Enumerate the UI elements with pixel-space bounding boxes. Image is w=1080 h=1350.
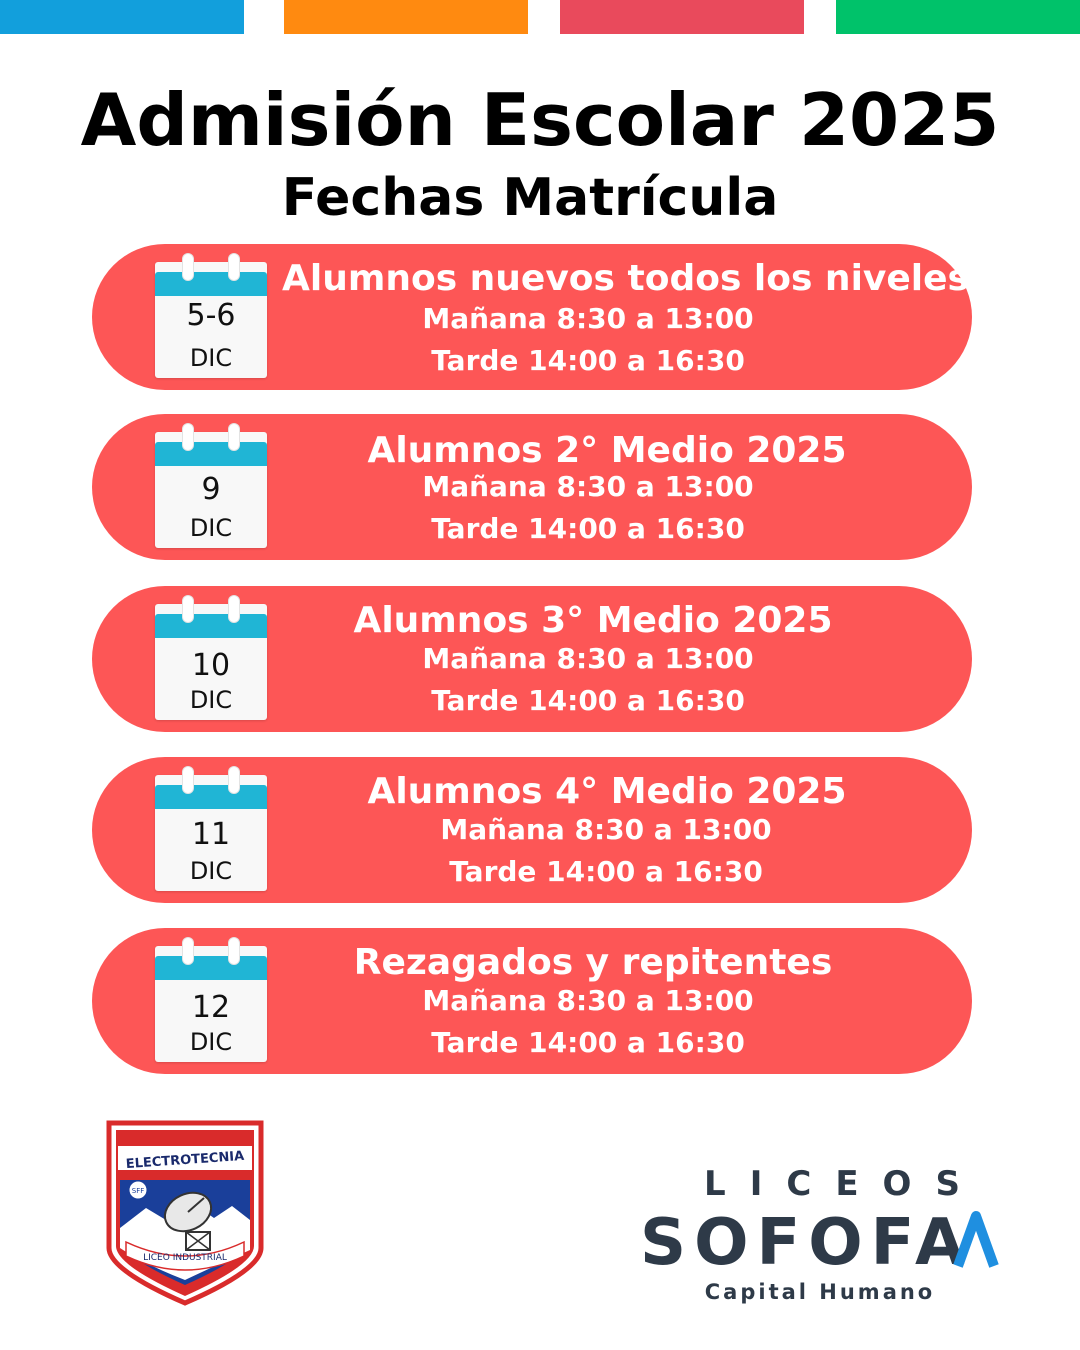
event-card	[92, 928, 972, 1074]
calendar-icon	[155, 775, 267, 891]
page-title: Admisión Escolar 2025	[80, 78, 1000, 162]
sofofa-logo	[640, 1208, 1000, 1272]
event-afternoon: Tarde 14:00 a 16:30	[431, 684, 745, 717]
school-logo-badge: SFF	[131, 1187, 145, 1195]
event-card	[92, 586, 972, 732]
event-morning: Mañana 8:30 a 13:00	[422, 642, 754, 675]
event-title: Alumnos nuevos todos los niveles	[282, 258, 969, 299]
event-day: 9	[201, 472, 221, 507]
event-day: 10	[191, 648, 231, 683]
event-title: Alumnos 4° Medio 2025	[367, 771, 847, 812]
event-card	[92, 414, 972, 560]
event-day: 11	[191, 817, 231, 852]
sofofa-text: SOFOFA	[640, 1208, 973, 1272]
capital-humano-text: Capital Humano	[704, 1280, 936, 1304]
top-bar-orange	[284, 0, 528, 34]
event-title: Alumnos 2° Medio 2025	[367, 430, 847, 471]
event-title: Alumnos 3° Medio 2025	[353, 600, 833, 641]
event-title: Rezagados y repitentes	[353, 942, 833, 983]
event-month: DIC	[189, 514, 233, 542]
event-afternoon: Tarde 14:00 a 16:30	[431, 512, 745, 545]
event-month: DIC	[189, 344, 233, 372]
event-month: DIC	[189, 1028, 233, 1056]
event-afternoon: Tarde 14:00 a 16:30	[431, 344, 745, 377]
top-bar-red	[560, 0, 804, 34]
school-logo	[106, 1120, 264, 1306]
school-logo-ribbon: LICEO INDUSTRIAL	[143, 1253, 227, 1263]
liceos-text: LICEOS	[704, 1164, 984, 1204]
event-morning: Mañana 8:30 a 13:00	[422, 470, 754, 503]
event-day: 5-6	[186, 298, 236, 333]
school-logo-top-text: ELECTROTECNIA	[125, 1148, 245, 1173]
event-morning: Mañana 8:30 a 13:00	[422, 302, 754, 335]
calendar-icon	[155, 262, 267, 378]
page-subtitle: Fechas Matrícula	[281, 168, 779, 228]
event-card	[92, 244, 972, 390]
event-afternoon: Tarde 14:00 a 16:30	[449, 855, 763, 888]
event-card	[92, 757, 972, 903]
calendar-icon	[155, 604, 267, 720]
top-bar-green	[836, 0, 1080, 34]
event-month: DIC	[189, 686, 233, 714]
top-bar-blue	[0, 0, 244, 34]
event-morning: Mañana 8:30 a 13:00	[440, 813, 772, 846]
calendar-icon	[155, 432, 267, 548]
event-afternoon: Tarde 14:00 a 16:30	[431, 1026, 745, 1059]
event-month: DIC	[189, 857, 233, 885]
event-morning: Mañana 8:30 a 13:00	[422, 984, 754, 1017]
event-day: 12	[191, 990, 231, 1025]
calendar-icon	[155, 946, 267, 1062]
